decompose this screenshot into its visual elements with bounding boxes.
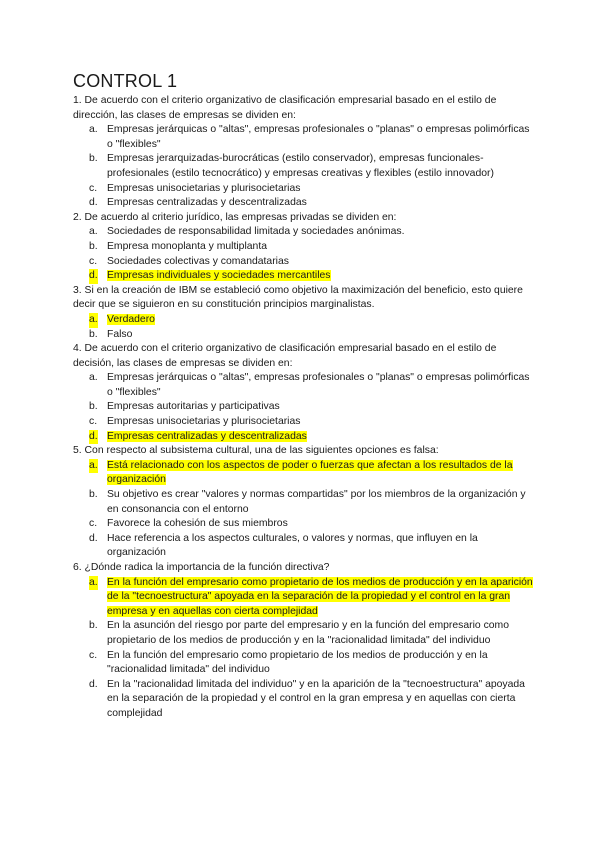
option-text: Empresas jerárquicas o "altas", empresas profesionales o "planas" o empresas polimórficas o "flexibles" xyxy=(107,372,530,398)
question-6 xyxy=(73,561,533,722)
option-letter: c. xyxy=(89,255,98,267)
option-letter: a. xyxy=(89,226,98,238)
question-2 xyxy=(73,211,533,284)
option-text: Hace referencia a los aspectos culturales, o valores y normas, que influyen en la organización xyxy=(107,532,478,559)
option-letter: c. xyxy=(89,182,98,194)
option-c xyxy=(89,517,533,532)
option-b xyxy=(89,240,533,255)
question-text: 6. ¿Dónde radica la importancia de la función directiva? xyxy=(73,562,330,573)
option-a xyxy=(89,225,533,240)
option-text: En la función del empresario como propietario de los medios de producción y en la "racionalidad limitada" del individuo xyxy=(107,649,488,676)
page-title: CONTROL 1 xyxy=(73,71,178,91)
question-text: 5. Con respecto al subsistema cultural, una de las siguientes opciones es falsa: xyxy=(73,445,439,457)
option-a-highlighted xyxy=(89,313,533,328)
option-b xyxy=(89,619,533,648)
options-list xyxy=(73,313,533,342)
option-text: Empresas unisocietarias y plurisocietarias xyxy=(107,182,301,194)
option-text: En la función del empresario como propietario de los medios de producción y en la aparición de la "tecnoestructura" apoyada en la separación de la propiedad y el control en la gran empresa y en aquellas con cierta complejidad xyxy=(107,576,533,617)
option-letter: b. xyxy=(89,153,98,165)
option-letter: b. xyxy=(89,328,98,340)
option-text: En la "racionalidad limitada del individuo" y en la aparición de la "tecnoestructura" apoyada en la separación de la propiedad y el control en la gran empresa y en aquellas con cierta complejidad xyxy=(107,678,525,719)
option-letter: c. xyxy=(89,416,98,428)
option-letter: b. xyxy=(89,620,98,632)
option-letter: a. xyxy=(89,576,98,591)
option-text: Empresas unisocietarias y plurisocietarias xyxy=(107,416,301,428)
option-letter: c. xyxy=(89,518,98,530)
option-text: Empresas jerarquizadas-burocráticas (estilo conservador), empresas funcionales-profesionales (estilo tecnocrático) y empresas creativas y flexibles (estilo innovador) xyxy=(107,153,494,179)
option-letter: b. xyxy=(89,489,98,501)
option-d xyxy=(89,678,533,722)
option-text: Falso xyxy=(107,328,133,340)
option-c xyxy=(89,255,533,270)
option-c xyxy=(89,415,533,430)
option-letter: d. xyxy=(89,269,98,284)
option-text: Su objetivo es crear "valores y normas compartidas" por los miembros de la organización y en consonancia con el entorno xyxy=(107,489,526,515)
option-text: Sociedades de responsabilidad limitada y sociedades anónimas. xyxy=(107,226,405,238)
question-3 xyxy=(73,284,533,342)
option-text: Empresas centralizadas y descentralizadas xyxy=(107,430,307,442)
option-letter: c. xyxy=(89,649,98,661)
option-b xyxy=(89,328,533,343)
options-list xyxy=(73,225,533,283)
option-d xyxy=(89,532,533,561)
option-letter: b. xyxy=(89,401,98,413)
questions-list xyxy=(73,94,533,722)
question-text: 2. De acuerdo al criterio jurídico, las empresas privadas se dividen en: xyxy=(73,211,397,223)
option-letter: b. xyxy=(89,240,98,252)
question-text: 1. De acuerdo con el criterio organizativo de clasificación empresarial basado en el estilo de dirección, las clases de empresas se dividen en: xyxy=(73,95,497,121)
option-text: Favorece la cohesión de sus miembros xyxy=(107,518,288,530)
option-a-highlighted xyxy=(89,459,533,488)
option-text: Verdadero xyxy=(107,313,155,325)
option-b xyxy=(89,400,533,415)
option-b xyxy=(89,152,533,181)
option-text: Está relacionado con los aspectos de poder o fuerzas que afectan a los resultados de la organización xyxy=(107,459,513,486)
options-list xyxy=(73,371,533,444)
option-b xyxy=(89,488,533,517)
option-letter: d. xyxy=(89,532,98,544)
option-a-highlighted xyxy=(89,576,533,620)
option-letter: a. xyxy=(89,459,98,474)
option-text: Empresas centralizadas y descentralizadas xyxy=(107,197,307,209)
option-text: Empresas individuales y sociedades mercantiles xyxy=(107,270,331,282)
options-list xyxy=(73,576,533,722)
option-text: Empresas autoritarias y participativas xyxy=(107,401,280,413)
option-c xyxy=(89,649,533,678)
option-letter: a. xyxy=(89,372,98,384)
option-letter: a. xyxy=(89,313,98,328)
option-text: Sociedades colectivas y comandatarias xyxy=(107,255,289,267)
option-letter: d. xyxy=(89,430,98,445)
option-letter: d. xyxy=(89,197,98,209)
option-a xyxy=(89,123,533,152)
option-a xyxy=(89,371,533,400)
option-d-highlighted xyxy=(89,269,533,284)
question-text: 4. De acuerdo con el criterio organizativo de clasificación empresarial basado en el estilo de decisión, las clases de empresas se dividen en: xyxy=(73,343,497,369)
option-text: En la asunción del riesgo por parte del empresario y en la función del empresario como propietario de los medios de producción y en la "racionalidad limitada" del individuo xyxy=(107,620,509,646)
option-text: Empresas jerárquicas o "altas", empresas profesionales o "planas" o empresas polimórficas o "flexibles" xyxy=(107,124,530,150)
question-4 xyxy=(73,342,533,444)
question-5 xyxy=(73,444,533,561)
option-letter: d. xyxy=(89,678,98,690)
option-d xyxy=(89,196,533,211)
option-text: Empresa monoplanta y multiplanta xyxy=(107,240,267,252)
options-list xyxy=(73,459,533,561)
option-letter: a. xyxy=(89,124,98,136)
question-1 xyxy=(73,94,533,211)
question-text: 3. Si en la creación de IBM se estableció como objetivo la maximización del beneficio, esto quiere decir que se siguieron en su constitución principios marginalistas. xyxy=(73,284,523,311)
options-list xyxy=(73,123,533,211)
option-d-highlighted xyxy=(89,430,533,445)
option-c xyxy=(89,182,533,197)
